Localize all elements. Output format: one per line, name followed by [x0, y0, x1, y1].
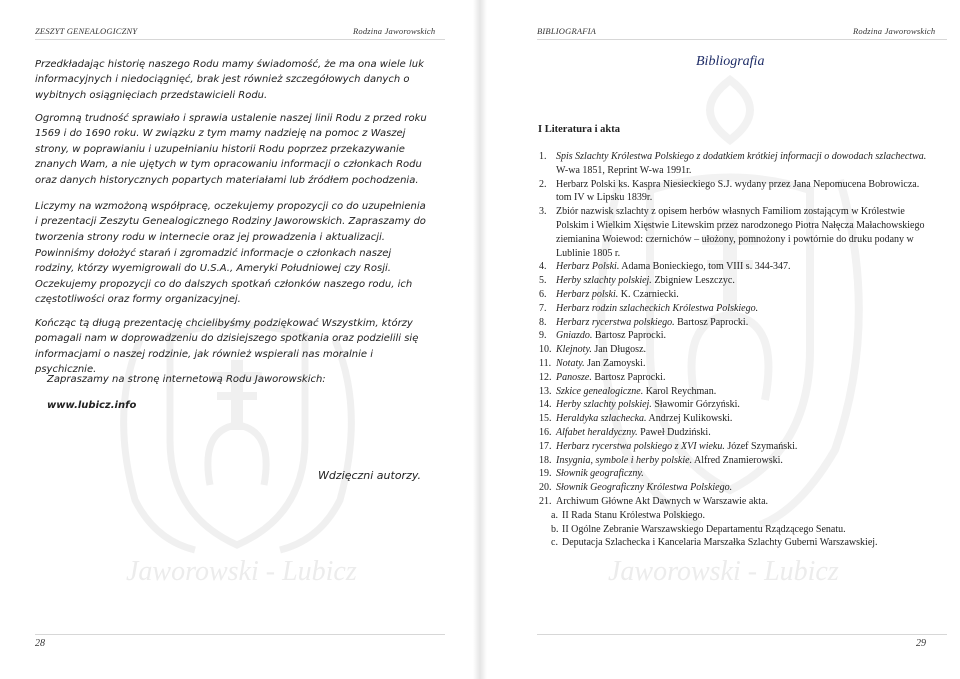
- item-title: Heraldyka szlachecka.: [556, 413, 647, 425]
- bibliography-subitem: [537, 509, 937, 523]
- watermark-text: Jaworowski - Lubicz: [126, 556, 357, 587]
- bibliography-item: [537, 150, 937, 178]
- item-title: Szkice genealogiczne.: [556, 385, 644, 397]
- item-number: 16.: [539, 426, 552, 438]
- paragraph-text: Przedkładając historię naszego Rodu mamy świadomość, że ma ona wiele luk informacyjnych i niedociągnięć, brak jest również szczegółowych danych o wybitnych osiągnięciach przedstawicieli Rodu.: [35, 59, 424, 101]
- item-title: Słownik geograficzny.: [556, 468, 644, 480]
- item-details: Bartosz Paprocki.: [592, 330, 666, 342]
- running-header-left: BIBLIOGRAFIA: [537, 26, 597, 36]
- bibliography-item: [537, 178, 937, 206]
- bibliography-item: [537, 260, 937, 274]
- paragraph-thanks: [35, 316, 430, 378]
- subitem-letter: c.: [551, 537, 558, 549]
- paragraph-invitation: [47, 372, 442, 387]
- subitem-text: Deputacja Szlachecka i Kancelaria Marszałka Szlachty Guberni Warszawskiej.: [562, 537, 878, 549]
- item-title: Herbarz rycerstwa polskiego z XVI wieku.: [556, 440, 725, 452]
- item-number: 11.: [539, 357, 552, 369]
- item-number: 21.: [539, 495, 552, 507]
- item-number: 3.: [539, 206, 547, 218]
- item-number: 12.: [539, 371, 552, 383]
- item-number: 7.: [539, 302, 547, 314]
- item-details: W-wa 1851, Reprint W-wa 1991r.: [556, 164, 692, 176]
- item-title: Słownik Geograficzny Królestwa Polskiego.: [556, 482, 733, 494]
- page-number: 29: [916, 638, 926, 649]
- item-title: Herbarz Polski.: [556, 261, 620, 273]
- paragraph-text: Zapraszamy na stronę internetową Rodu Jaworowskich:: [47, 374, 326, 385]
- item-number: 4.: [539, 261, 547, 273]
- item-details: Adama Bonieckiego, tom VIII s. 344-347.: [619, 261, 791, 273]
- item-title: Herbarz rycerstwa polskiego.: [556, 316, 675, 328]
- item-details: Zbigniew Leszczyc.: [651, 275, 735, 287]
- page-gutter-shadow: [480, 0, 487, 679]
- item-details: Archiwum Główne Akt Dawnych w Warszawie akta.: [556, 495, 769, 507]
- subitem-letter: a.: [551, 509, 558, 521]
- item-details: K. Czarniecki.: [618, 288, 679, 300]
- bibliography-item: [537, 426, 937, 440]
- item-number: 13.: [539, 385, 552, 397]
- item-details: Bartosz Paprocki.: [591, 371, 666, 383]
- page-title: Bibliografia: [696, 54, 765, 69]
- paragraph-text: Ogromną trudność sprawiało i sprawia ustalenie naszej linii Rodu z przed roku 1569 i do 1690 roku. W związku z tym mamy nadzieję na pomoc z Waszej strony, w poprawianiu i uzupełnianiu historii Rodu poprzez przekazywanie znanych Wam, a nie ujętych w tym opracowaniu informacji o członkach Rodu oraz danych historycznych popartych materiałami lub źródłem pochodzenia.: [35, 113, 427, 186]
- item-details: Karol Reychman.: [643, 385, 717, 397]
- bibliography-item: [537, 495, 937, 509]
- paragraph-text: Powinniśmy dołożyć starań i zgromadzić informacje o członkach naszej rodziny, którzy wyemigrowali do U.S.A., Ameryki Południowej czy Rosji. Oczekujemy propozycji co do dalszych spotkań członków naszego rodu, ich częstotliwości oraz formy organizacyjnej.: [35, 248, 413, 306]
- item-details: Jan Zamoyski.: [584, 357, 646, 369]
- bibliography-item: [537, 316, 937, 330]
- bibliography-subitem: [537, 523, 937, 537]
- running-header-right: Rodzina Jaworowskich: [853, 26, 936, 36]
- item-number: 20.: [539, 482, 552, 494]
- paragraph-difficulties: [35, 111, 430, 188]
- bibliography-item: [537, 329, 937, 343]
- paragraph-cooperation: [35, 199, 430, 245]
- signature-line: Wdzięczni autorzy.: [318, 469, 422, 482]
- header-rule: [35, 39, 445, 40]
- bibliography-subitem: [537, 536, 937, 550]
- bibliography-list: [537, 150, 937, 550]
- website-link[interactable]: www.lubicz.info: [47, 400, 137, 411]
- paragraph-intro: [35, 57, 430, 103]
- item-details: Józef Szymański.: [724, 440, 798, 452]
- item-title: Spis Szlachty Królestwa Polskiego z dodatkiem krótkiej informacji o dowodach szlachectwa.: [556, 151, 927, 162]
- item-number: 18.: [539, 454, 552, 466]
- bibliography-item: [537, 205, 937, 260]
- header-rule: [537, 39, 947, 40]
- subitem-text: II Ogólne Zebranie Warszawskiego Departamentu Rządzącego Senatu.: [562, 523, 846, 535]
- item-details: Jan Długosz.: [591, 344, 647, 356]
- item-title: Herbarz rodzin szlacheckich Królestwa Polskiego.: [556, 302, 759, 314]
- bibliography-item: [537, 467, 937, 481]
- bibliography-item: [537, 412, 937, 426]
- item-details: Sławomir Górzyński.: [651, 399, 740, 411]
- item-details: Zbiór nazwisk szlachty z opisem herbów własnych Familiom zostającym w Królestwie Polskim i Wielkim Xięstwie Litewskim przez narodzonego Piotra Nałęcza Małachowskiego ziemianina Woiewod: czernichów – ułożony, pomnożony i powtórnie do druku podany w Lublinie 1805 r.: [556, 206, 925, 259]
- item-number: 17.: [539, 440, 552, 452]
- item-number: 5.: [539, 275, 547, 287]
- item-title: Herby szlachty polskiej.: [556, 275, 652, 287]
- bibliography-item: [537, 343, 937, 357]
- bibliography-item: [537, 371, 937, 385]
- bibliography-item: [537, 274, 937, 288]
- item-title: Herby szlachty polskiej.: [556, 399, 652, 411]
- page-gutter-shadow: [473, 0, 480, 679]
- item-details: Andrzej Kulikowski.: [646, 413, 733, 425]
- item-number: 9.: [539, 330, 547, 342]
- footer-rule: [537, 634, 947, 635]
- item-title: Herbarz polski.: [556, 288, 619, 300]
- item-title: Klejnoty.: [556, 344, 592, 356]
- item-title: Gniazdo.: [556, 330, 593, 342]
- item-details: Bartosz Paprocki.: [674, 316, 749, 328]
- paragraph-text: Liczymy na wzmożoną współpracę, oczekujemy propozycji co do uzupełnienia i prezentacji Zeszytu Genealogicznego Rodziny Jaworowskich. Zapraszamy do tworzenia strony rodu w internecie oraz jej prowadzenia i aktualizacji.: [35, 201, 426, 243]
- bibliography-item: [537, 288, 937, 302]
- page-number: 28: [35, 638, 45, 649]
- item-number: 2.: [539, 178, 547, 190]
- running-header-left: ZESZYT GENEALOGICZNY: [35, 26, 138, 36]
- watermark-text: Jaworowski - Lubicz: [608, 556, 839, 587]
- item-number: 6.: [539, 288, 547, 300]
- footer-rule: [35, 634, 445, 635]
- section-heading: I Literatura i akta: [538, 124, 620, 135]
- bibliography-item: [537, 398, 937, 412]
- bibliography-item: [537, 481, 937, 495]
- subitem-letter: b.: [551, 523, 559, 535]
- bibliography-item: [537, 302, 937, 316]
- item-number: 8.: [539, 316, 547, 328]
- bibliography-item: [537, 385, 937, 399]
- item-title: Panosze.: [556, 371, 592, 383]
- item-details: Alfred Znamierowski.: [692, 454, 783, 466]
- item-number: 15.: [539, 413, 552, 425]
- item-number: 19.: [539, 468, 552, 480]
- running-header-right: Rodzina Jaworowskich: [353, 26, 436, 36]
- item-details: Paweł Dudziński.: [637, 426, 711, 438]
- item-title: Insygnia, symbole i herby polskie.: [556, 454, 693, 466]
- item-title: Alfabet heraldyczny.: [556, 426, 638, 438]
- paragraph-text: Kończąc tą długą prezentację chcielibyśmy podziękować Wszystkim, którzy pomagali nam w doprowadzeniu do dzisiejszego spotkania oraz podzielili się informacjami o naszej rodzinie, jak również wspierali nas moralnie i psychicznie.: [35, 318, 419, 376]
- bibliography-item: [537, 454, 937, 468]
- item-number: 10.: [539, 344, 552, 356]
- paragraph-emigration: [35, 246, 430, 308]
- bibliography-item: [537, 357, 937, 371]
- item-details: Herbarz Polski ks. Kaspra Niesieckiego S.J. wydany przez Jana Nepomucena Bobrowicza. tom IV w Lipsku 1839r.: [556, 178, 920, 204]
- subitem-text: II Rada Stanu Królestwa Polskiego.: [562, 509, 706, 521]
- bibliography-item: [537, 440, 937, 454]
- item-number: 14.: [539, 399, 552, 411]
- item-number: 1.: [539, 151, 547, 162]
- item-title: Notaty.: [556, 357, 585, 369]
